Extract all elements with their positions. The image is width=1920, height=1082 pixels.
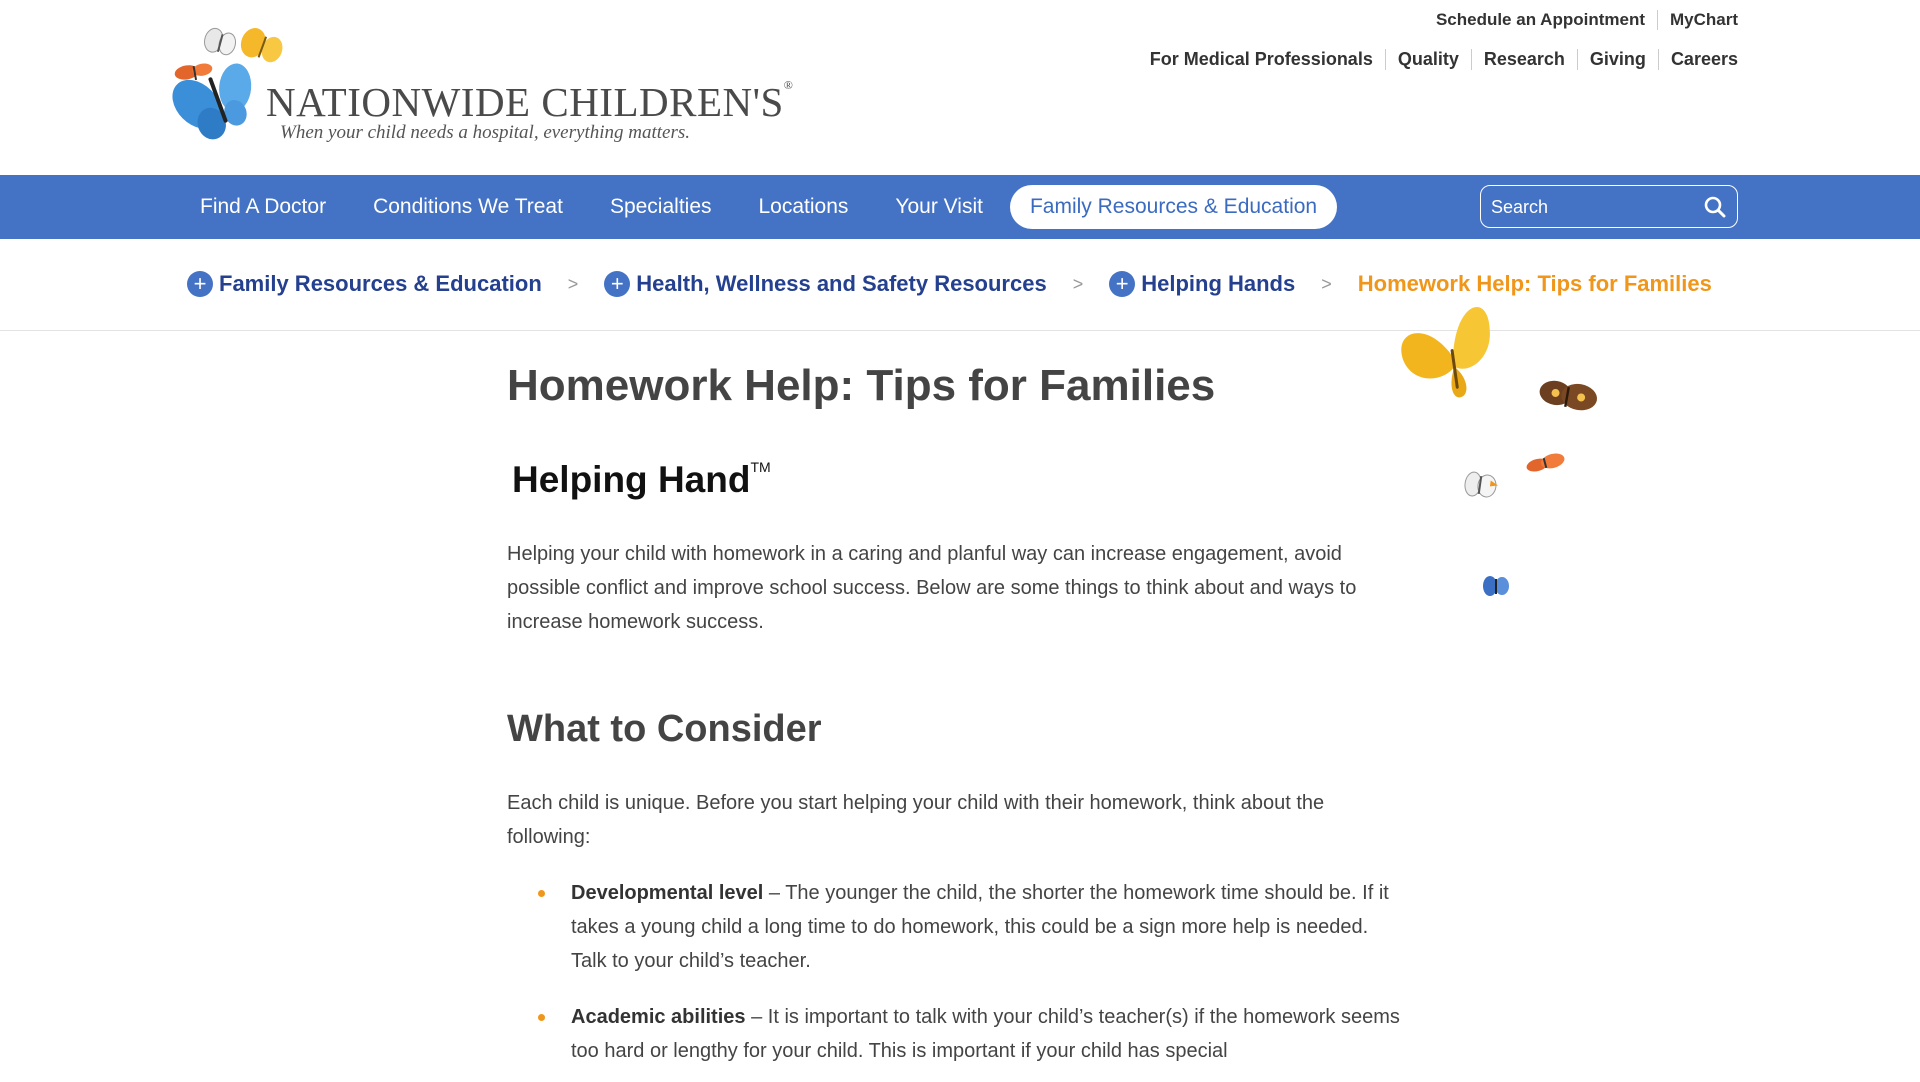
list-item-term: Academic abilities xyxy=(571,1005,746,1028)
chevron-right-icon: > xyxy=(567,273,579,294)
nav-item-conditions-we-treat[interactable]: Conditions We Treat xyxy=(373,195,563,218)
nav-item-family-resources[interactable]: Family Resources & Education xyxy=(1010,185,1337,229)
breadcrumb-item-family-resources[interactable] xyxy=(187,271,542,297)
plus-circle-icon[interactable]: + xyxy=(1109,271,1135,297)
medical-professionals-link[interactable]: For Medical Professionals xyxy=(1149,49,1373,69)
list-item-text: – It is important to talk with your child’s teacher(s) if the homework seems too hard or lengthy for your child. This is important if your child has special xyxy=(571,1005,1400,1062)
utility-nav xyxy=(1424,10,1738,30)
logo-tagline: When your child needs a hospital, everything matters. xyxy=(280,122,691,143)
search-input[interactable] xyxy=(1491,194,1691,220)
schedule-appointment-link[interactable]: Schedule an Appointment xyxy=(1435,10,1645,29)
list-item xyxy=(507,1000,1407,1068)
search-box xyxy=(1480,185,1738,228)
decorative-butterflies-icon xyxy=(1395,305,1635,615)
breadcrumb-item-health-wellness[interactable] xyxy=(604,271,1046,297)
nav-item-specialties[interactable]: Specialties xyxy=(609,195,712,218)
breadcrumb-label[interactable]: Health, Wellness and Safety Resources xyxy=(636,271,1047,296)
quality-link[interactable]: Quality xyxy=(1385,49,1471,70)
logo-wordmark: NATIONWIDE CHILDREN'S® xyxy=(266,78,794,125)
breadcrumb-trail xyxy=(187,271,1712,297)
breadcrumb-item-helping-hands[interactable] xyxy=(1109,271,1295,297)
site-header xyxy=(0,0,1920,175)
mychart-link[interactable]: MyChart xyxy=(1657,10,1738,30)
section-title: What to Consider xyxy=(507,707,822,750)
main-nav xyxy=(0,175,1920,239)
nav-item-find-a-doctor[interactable]: Find A Doctor xyxy=(200,195,327,218)
list-item xyxy=(507,876,1407,978)
professional-nav xyxy=(1138,49,1738,70)
main-nav-list xyxy=(180,185,1344,229)
bullet-dot-icon xyxy=(538,890,545,897)
section-intro: Each child is unique. Before you start helping your child with their homework, think about the following: xyxy=(507,791,1325,848)
list-item-term: Developmental level xyxy=(571,881,764,904)
chevron-right-icon: > xyxy=(1321,273,1332,294)
research-link[interactable]: Research xyxy=(1471,49,1577,70)
consider-list xyxy=(507,876,1407,1068)
careers-link[interactable]: Careers xyxy=(1658,49,1738,70)
intro-paragraph: Helping your child with homework in a caring and planful way can increase engagement, avoid possible conflict and improve school success. Below are some things to think about and ways to increase homework success. xyxy=(507,542,1357,633)
list-item-text: – The younger the child, the shorter the homework time should be. If it takes a young child a long time to do homework, this could be a sign more help is needed. Talk to your child’s teacher. xyxy=(571,881,1389,972)
giving-link[interactable]: Giving xyxy=(1577,49,1658,70)
site-logo[interactable] xyxy=(170,22,794,147)
bullet-dot-icon xyxy=(538,1014,545,1021)
plus-circle-icon[interactable]: + xyxy=(604,271,630,297)
nav-item-locations[interactable]: Locations xyxy=(758,195,849,218)
breadcrumb-label[interactable]: Family Resources & Education xyxy=(219,271,542,296)
helping-hand-logo: Helping Hand™ xyxy=(512,458,771,500)
article xyxy=(507,360,1407,1082)
page-title: Homework Help: Tips for Families xyxy=(507,361,1216,410)
breadcrumb-current: Homework Help: Tips for Families xyxy=(1357,271,1712,296)
breadcrumb-label[interactable]: Helping Hands xyxy=(1141,271,1296,296)
chevron-right-icon: > xyxy=(1072,273,1084,294)
search-icon[interactable] xyxy=(1703,195,1727,219)
plus-circle-icon[interactable]: + xyxy=(187,271,213,297)
nav-item-your-visit[interactable]: Your Visit xyxy=(895,195,983,218)
